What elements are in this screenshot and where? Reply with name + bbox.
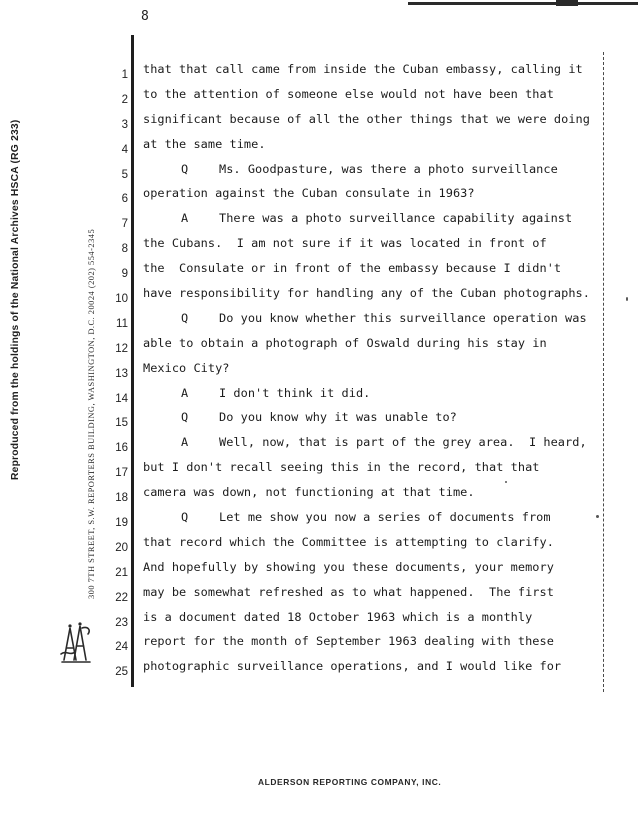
line-number: 2 (121, 93, 128, 106)
line-number: 7 (121, 218, 128, 231)
line-text: have responsibility for handling any of the Cuban photographs. (143, 286, 590, 301)
transcript-line (143, 480, 603, 505)
transcript-line (143, 181, 603, 206)
transcript-line (143, 555, 603, 580)
line-text: There was a photo surveillance capability against (219, 211, 573, 226)
speaker-label: Q (181, 310, 189, 325)
line-text: is a document dated 18 October 1963 which is a monthly (143, 609, 533, 624)
line-text: photographic surveillance operations, and I would like for (143, 659, 562, 674)
line-text: but I don't recall seeing this in the record, that that (143, 460, 540, 475)
line-text: that record which the Committee is attempting to clarify. (143, 534, 554, 549)
line-number: 15 (115, 417, 128, 430)
transcript-line (143, 530, 603, 555)
transcript-line (143, 281, 603, 306)
line-number: 25 (115, 666, 128, 679)
transcript-line (143, 331, 603, 356)
line-text: Do you know why it was unable to? (219, 410, 457, 425)
line-text: may be somewhat refreshed as to what happened. The first (143, 584, 554, 599)
footer-reporting-company: ALDERSON REPORTING COMPANY, INC. (258, 777, 442, 787)
line-number: 1 (121, 69, 128, 81)
transcript-line (143, 206, 603, 231)
line-text: Well, now, that is part of the grey area. I heard, (219, 435, 587, 450)
transcript-line (143, 157, 603, 182)
line-text: the Consulate or in front of the embassy because I didn't (143, 261, 562, 276)
line-text: Ms. Goodpasture, was there a photo surveillance (219, 161, 558, 176)
transcript-line (143, 57, 603, 82)
transcript-line (143, 381, 603, 406)
scan-speck (626, 297, 628, 301)
line-text: to the attention of someone else would not have been that (143, 86, 554, 101)
reporting-company-seal-icon (58, 620, 94, 664)
line-number: 11 (116, 317, 128, 330)
transcript-line (143, 356, 603, 381)
line-number: 10 (115, 293, 128, 306)
line-number: 23 (115, 616, 128, 629)
scan-speck (596, 515, 599, 518)
speaker-label: Q (181, 410, 189, 425)
line-number: 21 (115, 566, 128, 579)
transcript-line (143, 605, 603, 630)
left-margin-rule (131, 35, 134, 687)
transcript-line (143, 405, 603, 430)
line-number: 19 (115, 517, 128, 530)
line-text: at the same time. (143, 136, 266, 151)
line-number: 16 (115, 442, 128, 455)
line-text: Do you know whether this surveillance operation was (219, 310, 587, 325)
transcript-line (143, 306, 603, 331)
line-number: 5 (121, 168, 128, 181)
top-edge-rule (408, 2, 638, 5)
line-number: 13 (115, 367, 128, 380)
line-number: 3 (121, 118, 128, 131)
line-text: camera was down, not functioning at that time. (143, 485, 475, 500)
speaker-label: Q (181, 510, 189, 525)
line-number: 17 (115, 467, 128, 480)
transcript-line (143, 132, 603, 157)
line-number: 9 (121, 268, 128, 281)
line-text: report for the month of September 1963 dealing with these (143, 634, 554, 649)
speaker-label: A (181, 385, 189, 400)
line-text: Let me show you now a series of documents from (219, 510, 551, 525)
transcript-line (143, 256, 603, 281)
speaker-label: A (181, 211, 189, 226)
top-edge-mark (556, 0, 578, 6)
line-number: 20 (115, 541, 128, 554)
transcript-line (143, 505, 603, 530)
archive-reproduction-note: Reproduced from the holdings of the National Archives HSCA (RG 233) (10, 119, 21, 480)
transcript-body (143, 57, 603, 679)
right-margin-rule (603, 52, 604, 692)
line-text: the Cubans. I am not sure if it was located in front of (143, 236, 547, 251)
speaker-label: Q (181, 161, 189, 176)
transcript-line (143, 654, 603, 679)
line-number: 4 (121, 143, 128, 156)
line-text: that that call came from inside the Cuban embassy, calling it (143, 62, 583, 76)
line-number: 24 (115, 641, 128, 654)
line-number: 18 (115, 492, 128, 505)
line-number-column (104, 63, 128, 685)
line-text: operation against the Cuban consulate in 1963? (143, 186, 475, 201)
line-text: And hopefully by showing you these documents, your memory (143, 559, 554, 574)
transcript-line (143, 629, 603, 654)
transcript-line (143, 107, 603, 132)
line-number: 6 (121, 193, 128, 206)
transcript-line (143, 82, 603, 107)
line-number: 12 (115, 342, 128, 355)
line-text: Mexico City? (143, 360, 230, 375)
speaker-label: A (181, 435, 189, 450)
scan-speck (505, 481, 507, 483)
line-text: able to obtain a photograph of Oswald during his stay in (143, 335, 547, 350)
transcript-line (143, 580, 603, 605)
line-number: 8 (121, 243, 128, 256)
page-number: 8 (141, 9, 149, 24)
reporter-address: 300 7TH STREET, S.W. REPORTERS BUILDING, WASHINGTON, D.C. 20024 (202) 554-2345 (87, 228, 96, 599)
transcript-line (143, 455, 603, 480)
transcript-line (143, 231, 603, 256)
line-number: 22 (115, 591, 128, 604)
transcript-line (143, 430, 603, 455)
line-text: significant because of all the other things that we were doing (143, 111, 590, 126)
line-number: 14 (115, 392, 128, 405)
line-text: I don't think it did. (219, 385, 371, 400)
